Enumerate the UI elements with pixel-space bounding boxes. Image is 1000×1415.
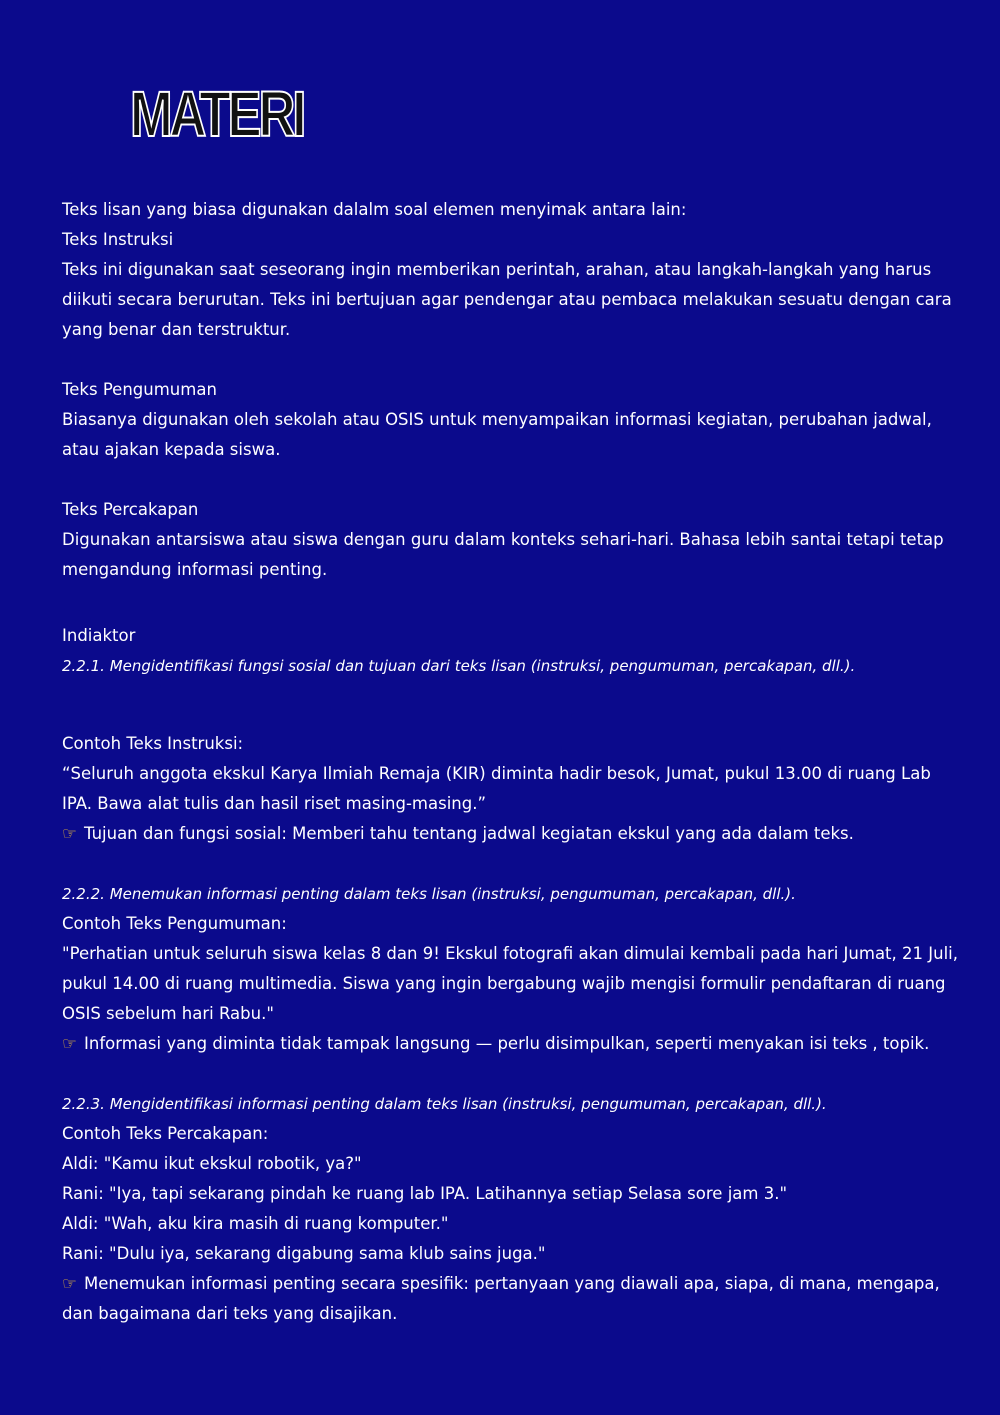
page-title: MATERI <box>130 78 304 150</box>
pointing-hand-icon: ☞ <box>62 1274 77 1293</box>
indicator-2-2-2: 2.2.2. Menemukan informasi penting dalam teks lisan (instruksi, pengumuman, percakapan, dll.). <box>62 885 796 903</box>
example-percakapan-note: ☞ Menemukan informasi penting secara spesifik: pertanyaan yang diawali apa, siapa, di mana, mengapa, dan bagaimana dari teks yang disajikan. <box>62 1269 962 1329</box>
dialog-line: Rani: "Dulu iya, sekarang digabung sama klub sains juga." <box>62 1244 546 1263</box>
pointing-hand-icon: ☞ <box>62 824 77 843</box>
indicator-label: Indiaktor <box>62 626 136 645</box>
section-heading-instruksi: Teks Instruksi <box>62 230 174 249</box>
section-body-percakapan: Digunakan antarsiswa atau siswa dengan guru dalam konteks sehari-hari. Bahasa lebih santai tetapi tetap mengandung informasi penting. <box>62 530 944 579</box>
example-pengumuman-label: Contoh Teks Pengumuman: <box>62 914 287 933</box>
example-percakapan-label: Contoh Teks Percakapan: <box>62 1124 269 1143</box>
document-body <box>62 195 962 1329</box>
dialog-line: Rani: "Iya, tapi sekarang pindah ke ruang lab IPA. Latihannya setiap Selasa sore jam 3." <box>62 1184 788 1203</box>
example-pengumuman-note: ☞ Informasi yang diminta tidak tampak langsung — perlu disimpulkan, seperti menyakan isi teks , topik. <box>62 1029 962 1059</box>
section-heading-pengumuman: Teks Pengumuman <box>62 380 217 399</box>
pointing-hand-icon: ☞ <box>62 1034 77 1053</box>
example-pengumuman-quote: "Perhatian untuk seluruh siswa kelas 8 dan 9! Ekskul fotografi akan dimulai kembali pada hari Jumat, 21 Juli, pukul 14.00 di ruang multimedia. Siswa yang ingin bergabung wajib mengisi formulir pendaftaran di ruang OSIS sebelum hari Rabu." <box>62 944 958 1023</box>
example-instruksi-label: Contoh Teks Instruksi: <box>62 734 244 753</box>
dialog-line: Aldi: "Wah, aku kira masih di ruang komputer." <box>62 1214 449 1233</box>
section-body-instruksi: Teks ini digunakan saat seseorang ingin memberikan perintah, arahan, atau langkah-langkah yang harus diikuti secara berurutan. Teks ini bertujuan agar pendengar atau pembaca melakukan sesuatu dengan cara yang benar dan terstruktur. <box>62 260 952 339</box>
dialog-line: Aldi: "Kamu ikut ekskul robotik, ya?" <box>62 1154 362 1173</box>
section-heading-percakapan: Teks Percakapan <box>62 500 199 519</box>
example-instruksi-note: ☞ Tujuan dan fungsi sosial: Memberi tahu tentang jadwal kegiatan ekskul yang ada dalam teks. <box>62 819 962 849</box>
indicator-2-2-1: 2.2.1. Mengidentifikasi fungsi sosial dan tujuan dari teks lisan (instruksi, pengumuman, percakapan, dll.). <box>62 657 856 675</box>
example-instruksi-quote: “Seluruh anggota ekskul Karya Ilmiah Remaja (KIR) diminta hadir besok, Jumat, pukul 13.00 di ruang Lab IPA. Bawa alat tulis dan hasil riset masing-masing.” <box>62 764 931 813</box>
intro-text: Teks lisan yang biasa digunakan dalalm soal elemen menyimak antara lain: <box>62 200 687 219</box>
indicator-2-2-3: 2.2.3. Mengidentifikasi informasi penting dalam teks lisan (instruksi, pengumuman, percakapan, dll.). <box>62 1095 827 1113</box>
section-body-pengumuman: Biasanya digunakan oleh sekolah atau OSIS untuk menyampaikan informasi kegiatan, perubahan jadwal, atau ajakan kepada siswa. <box>62 410 932 459</box>
